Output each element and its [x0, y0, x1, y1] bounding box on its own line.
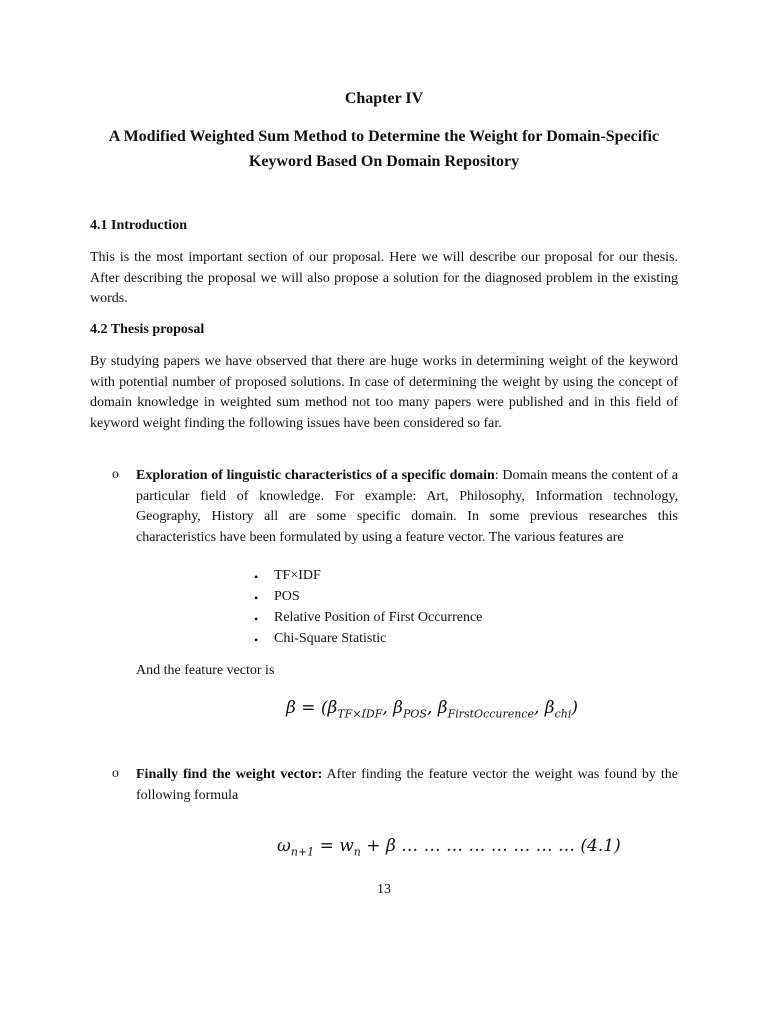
weight-update-equation: $\omega_{n+1} = w_n + \beta$ … … … … … … … … (4.1): [277, 836, 621, 859]
feature-bullet: •: [254, 612, 259, 626]
section-heading-thesis-proposal: 4.2 Thesis proposal: [90, 322, 205, 337]
bullet-linguistic-characteristics: [136, 466, 678, 548]
feature-vector-intro: And the feature vector is: [136, 663, 275, 678]
bullet-body-text: : Domain means the content of a particular field of knowledge. For example: Art, Philosophy, Information technology, Geography, History all are some specific domain. In some previous researches this characteristics have been formulated by using a feature vector. The various features are: [136, 468, 678, 545]
feature-item: Chi-Square Statistic: [274, 631, 387, 646]
feature-bullet: •: [254, 591, 259, 605]
chapter-title: A Modified Weighted Sum Method to Determine the Weight for Domain-Specific Keyword Based On Domain Repository: [108, 128, 660, 170]
bullet-body-text: After finding the feature vector the weight was found by the following formula: [136, 767, 679, 803]
feature-item: POS: [274, 589, 300, 604]
feature-item: Relative Position of First Occurrence: [274, 610, 483, 625]
bullet-bold-lead: Exploration of linguistic characteristics of a specific domain: [136, 468, 495, 483]
bullet-bold-lead: Finally find the weight vector:: [136, 767, 323, 782]
thesis-proposal-paragraph: By studying papers we have observed that there are huge works in determining weight of the keyword with potential number of proposed solutions. In case of determining the weight by using the concept of domain knowledge in weighted sum method not too many papers were published and in this field of keyword weight finding the following issues have been considered so far.: [90, 354, 678, 431]
introduction-paragraph: This is the most important section of our proposal. Here we will describe our proposal for our thesis. After describing the proposal we will also propose a solution for the diagnosed problem in the existing words.: [90, 250, 678, 306]
feature-item: TF×IDF: [274, 568, 321, 583]
bullet-marker: o: [112, 467, 119, 482]
section-heading-introduction: 4.1 Introduction: [90, 218, 187, 233]
chapter-label: Chapter IV: [344, 90, 424, 107]
page-number: 13: [377, 882, 391, 897]
feature-bullet: •: [254, 570, 259, 584]
bullet-weight-vector: [136, 765, 678, 806]
feature-vector-equation: $\beta = (\beta_{TF\times IDF}$, $\beta_{POS}$, $\beta_{FirstOccurence}$, $\beta_{chi}$): [286, 698, 579, 721]
bullet-marker: o: [112, 766, 119, 781]
feature-bullet: •: [254, 633, 259, 647]
